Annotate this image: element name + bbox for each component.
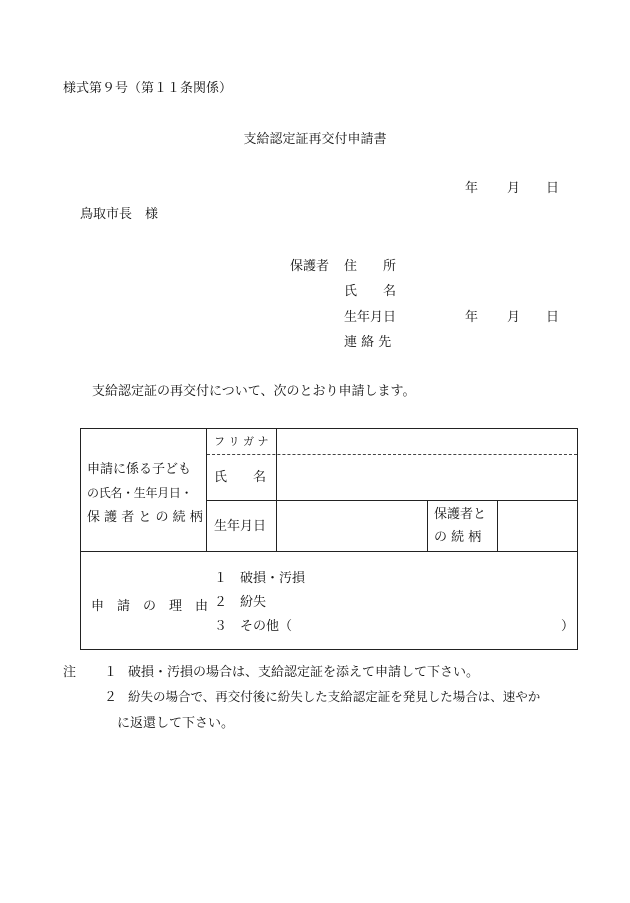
reason-header: 申 請 の 理 由: [91, 599, 209, 614]
notes-prefix: 注: [63, 665, 77, 680]
table-divider-main: [81, 551, 577, 552]
relation-divider-right: [497, 500, 498, 551]
table-divider-col2: [276, 429, 277, 551]
form-number: 様式第９号（第１１条関係）: [63, 81, 233, 96]
child-dob-label: 生年月日: [214, 519, 267, 534]
note-2-number: ２: [104, 690, 118, 705]
child-header-line1: 申請に係る子ども: [87, 462, 192, 477]
furigana-label: フ リ ガ ナ: [214, 435, 269, 448]
address-label: 住 所: [344, 259, 397, 274]
date-day-label: 日: [546, 181, 560, 196]
dob-label: 生年月日: [344, 310, 397, 325]
note-2-text-line1: 紛失の場合で、再交付後に紛失した支給認定証を発見した場合は、速やか: [128, 689, 541, 704]
application-table: [80, 428, 578, 650]
name-label: 氏 名: [344, 284, 397, 299]
note-1-text: 破損・汚損の場合は、支給認定証を添えて申請して下さい。: [128, 665, 480, 680]
note-1-number: １: [104, 665, 118, 680]
relation-label-line2: の 続 柄: [434, 530, 482, 545]
note-2-text-line2: に返還して下さい。: [117, 716, 235, 731]
contact-label: 連 絡 先: [344, 335, 392, 350]
reason-close-paren: ）: [561, 619, 575, 634]
reason-item-2: ２ 紛失: [214, 595, 267, 610]
intro-text: 支給認定証の再交付について、次のとおり申請します。: [92, 384, 416, 399]
furigana-dashed-line: [207, 454, 577, 455]
table-divider-row2: [207, 500, 577, 501]
dob-month-label: 月: [507, 310, 521, 325]
dob-day-label: 日: [546, 310, 560, 325]
child-name-label: 氏 名: [214, 470, 267, 485]
date-month-label: 月: [507, 181, 521, 196]
child-header-line2: の氏名・生年月日・: [87, 486, 193, 500]
table-divider-col1: [206, 429, 207, 551]
relation-divider-left: [427, 500, 428, 551]
child-header-line3: 保 護 者 と の 続 柄: [87, 510, 203, 525]
addressee: 鳥取市長 様: [80, 207, 159, 222]
document-title: 支給認定証再交付申請書: [243, 132, 387, 147]
date-year-label: 年: [465, 181, 479, 196]
reason-item-3: ３ その他（: [214, 619, 293, 634]
dob-year-label: 年: [465, 310, 479, 325]
guardian-label: 保護者: [290, 259, 330, 274]
relation-label-line1: 保護者と: [434, 507, 487, 522]
reason-item-1: １ 破損・汚損: [214, 571, 306, 586]
